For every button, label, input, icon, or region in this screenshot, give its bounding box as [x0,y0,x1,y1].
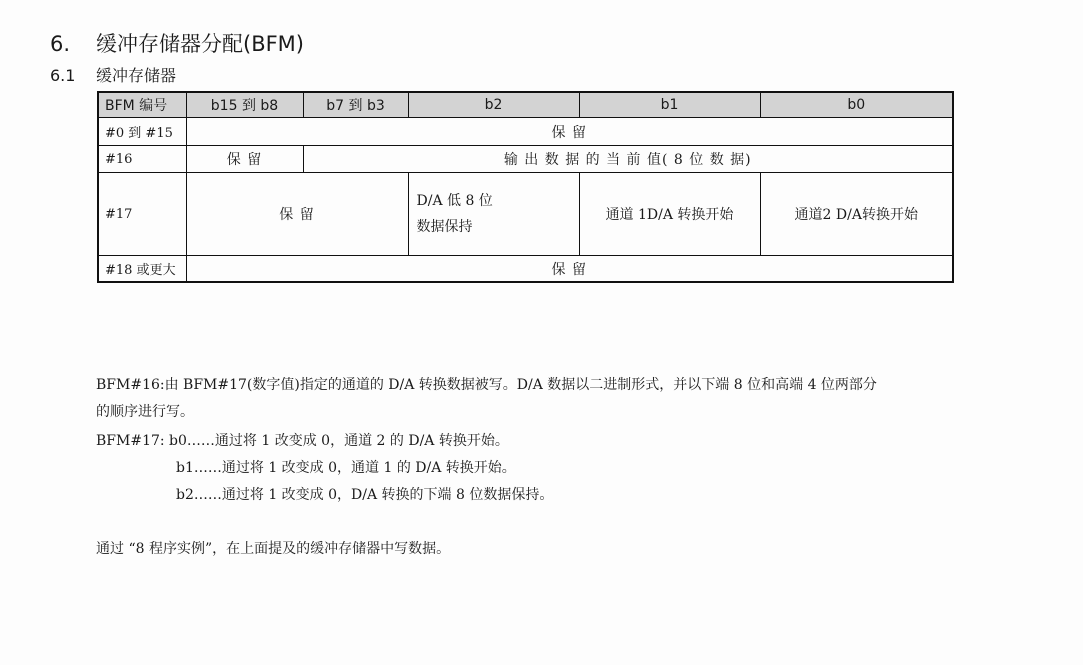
header-b0: b0 [760,92,953,118]
paragraph-bfm16-line1: BFM#16:由 BFM#17(数字值)指定的通道的 D/A 转换数据被写。D/A 数据以二进制形式，并以下端 8 位和高端 4 位两部分 [96,377,877,393]
header-b15-b8: b15 到 b8 [186,92,303,118]
output-data-cell: 输 出 数 据 的 当 前 值( 8 位 数 据) [303,146,953,173]
b2-line-1: D/A 低 8 位 [416,193,493,209]
section-heading [50,28,304,58]
header-b1: b1 [579,92,760,118]
b2-cell [408,173,579,256]
row-label: #18 或更大 [98,256,186,283]
header-bfm-number: BFM 编号 [98,92,186,118]
subsection-title: 缓冲存储器 [96,66,177,85]
b0-cell: 通道2 D/A转换开始 [760,173,953,256]
reserved-cell: 保 留 [186,118,953,146]
paragraph-bfm17-b2: b2……通过将 1 改变成 0，D/A 转换的下端 8 位数据保持。 [176,487,554,503]
b1-cell: 通道 1D/A 转换开始 [579,173,760,256]
table-header-row [98,92,953,118]
paragraph-bfm17-b1: b1……通过将 1 改变成 0，通道 1 的 D/A 转换开始。 [176,460,516,476]
paragraph-bfm16-line2: 的顺序进行写。 [96,404,194,420]
reserved-cell: 保 留 [186,146,303,173]
bfm-table [97,91,954,283]
b2-line-2: 数据保持 [416,219,473,235]
table-row [98,173,953,256]
reserved-cell: 保 留 [186,256,953,283]
table-row [98,118,953,146]
paragraph-bfm17-b0: BFM#17: b0……通过将 1 改变成 0，通道 2 的 D/A 转换开始。 [96,433,509,449]
paragraph-program-example: 通过 “8 程序实例”，在上面提及的缓冲存储器中写数据。 [96,541,451,557]
row-label: #0 到 #15 [98,118,186,146]
section-number: 6. [50,32,71,56]
subsection-heading [50,63,176,86]
table-row [98,256,953,283]
reserved-cell: 保 留 [186,173,408,256]
row-label: #17 [98,173,186,256]
subsection-number: 6.1 [50,66,76,85]
table-row [98,146,953,173]
section-title: 缓冲存储器分配(BFM) [96,32,304,56]
header-b7-b3: b7 到 b3 [303,92,408,118]
header-b2: b2 [408,92,579,118]
row-label: #16 [98,146,186,173]
